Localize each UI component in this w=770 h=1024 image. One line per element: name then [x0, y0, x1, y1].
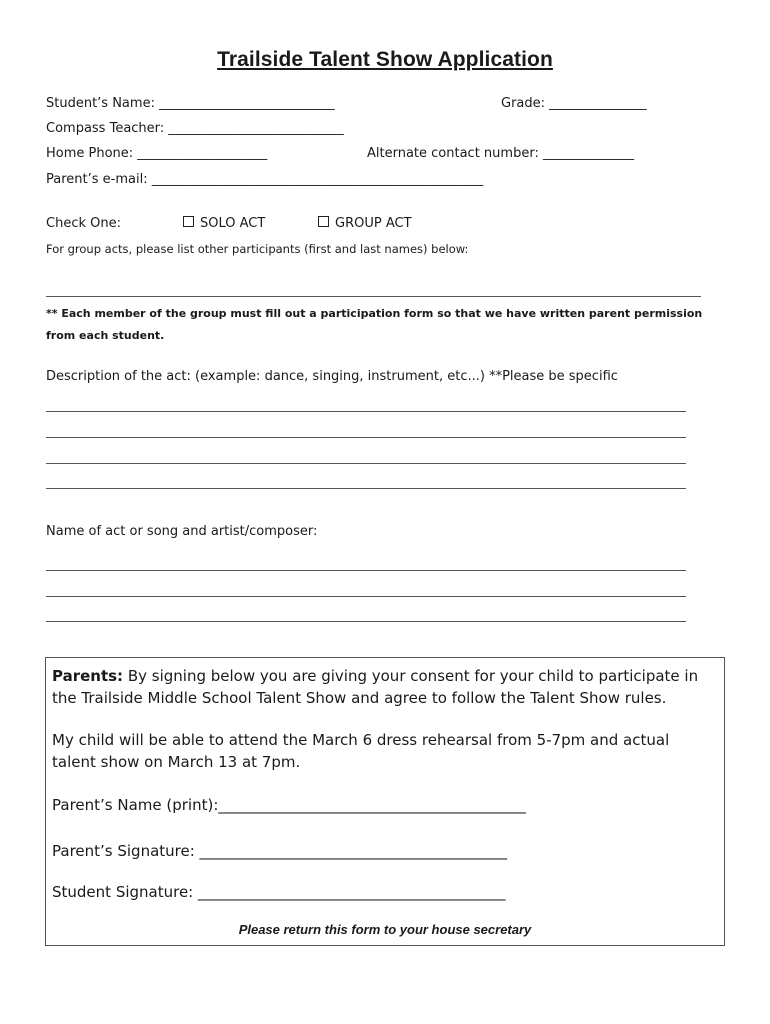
solo-act-option[interactable]	[183, 216, 265, 231]
group-checkbox[interactable]	[318, 216, 329, 227]
description-label: Description of the act: (example: dance, singing, instrument, etc...) **Please be specific	[46, 369, 618, 384]
parent-email-field[interactable]: Parent’s e-mail: ___________________________________________________	[46, 172, 484, 187]
group-act-label: GROUP ACT	[335, 216, 412, 231]
student-name-field[interactable]: Student’s Name: ___________________________	[46, 96, 335, 111]
description-line-3[interactable]	[46, 463, 686, 464]
group-note-line-2: from each student.	[46, 329, 165, 342]
group-note-line-1: ** Each member of the group must fill out a participation form so that we have written parent permission	[46, 307, 703, 320]
name-of-act-line-3[interactable]	[46, 621, 686, 622]
alternate-contact-field[interactable]: Alternate contact number: ______________	[367, 146, 634, 161]
parents-bold-label: Parents:	[52, 667, 124, 685]
rehearsal-line-1: My child will be able to attend the March 6 dress rehearsal from 5-7pm and actual	[52, 731, 670, 749]
consent-line-1: By signing below you are giving your consent for your child to participate in	[123, 667, 699, 685]
name-of-act-line-2[interactable]	[46, 596, 686, 597]
group-act-option[interactable]	[318, 216, 412, 231]
return-instructions: Please return this form to your house secretary	[238, 922, 532, 937]
parent-signature-field[interactable]: Parent’s Signature: _________________________________________	[52, 842, 508, 860]
check-one-label: Check One:	[46, 216, 121, 231]
student-signature-field[interactable]: Student Signature: _________________________________________	[52, 883, 506, 901]
name-of-act-label: Name of act or song and artist/composer:	[46, 524, 318, 539]
compass-teacher-field[interactable]: Compass Teacher: ___________________________	[46, 121, 344, 136]
parent-name-field[interactable]: Parent’s Name (print):_________________________________________	[52, 796, 526, 814]
consent-paragraph	[52, 665, 698, 709]
page-title: Trailside Talent Show Application	[217, 48, 553, 71]
grade-field[interactable]: Grade: _______________	[501, 96, 647, 111]
home-phone-field[interactable]: Home Phone: ____________________	[46, 146, 268, 161]
group-instructions: For group acts, please list other participants (first and last names) below:	[46, 242, 469, 256]
solo-checkbox[interactable]	[183, 216, 194, 227]
name-of-act-line-1[interactable]	[46, 570, 686, 571]
solo-act-label: SOLO ACT	[200, 216, 266, 231]
description-line-2[interactable]	[46, 437, 686, 438]
rehearsal-paragraph	[52, 729, 669, 773]
group-participants-line[interactable]	[46, 296, 701, 297]
rehearsal-line-2: talent show on March 13 at 7pm.	[52, 753, 301, 771]
description-line-4[interactable]	[46, 488, 686, 489]
consent-line-2: the Trailside Middle School Talent Show and agree to follow the Talent Show rules.	[52, 689, 667, 707]
description-line-1[interactable]	[46, 411, 686, 412]
